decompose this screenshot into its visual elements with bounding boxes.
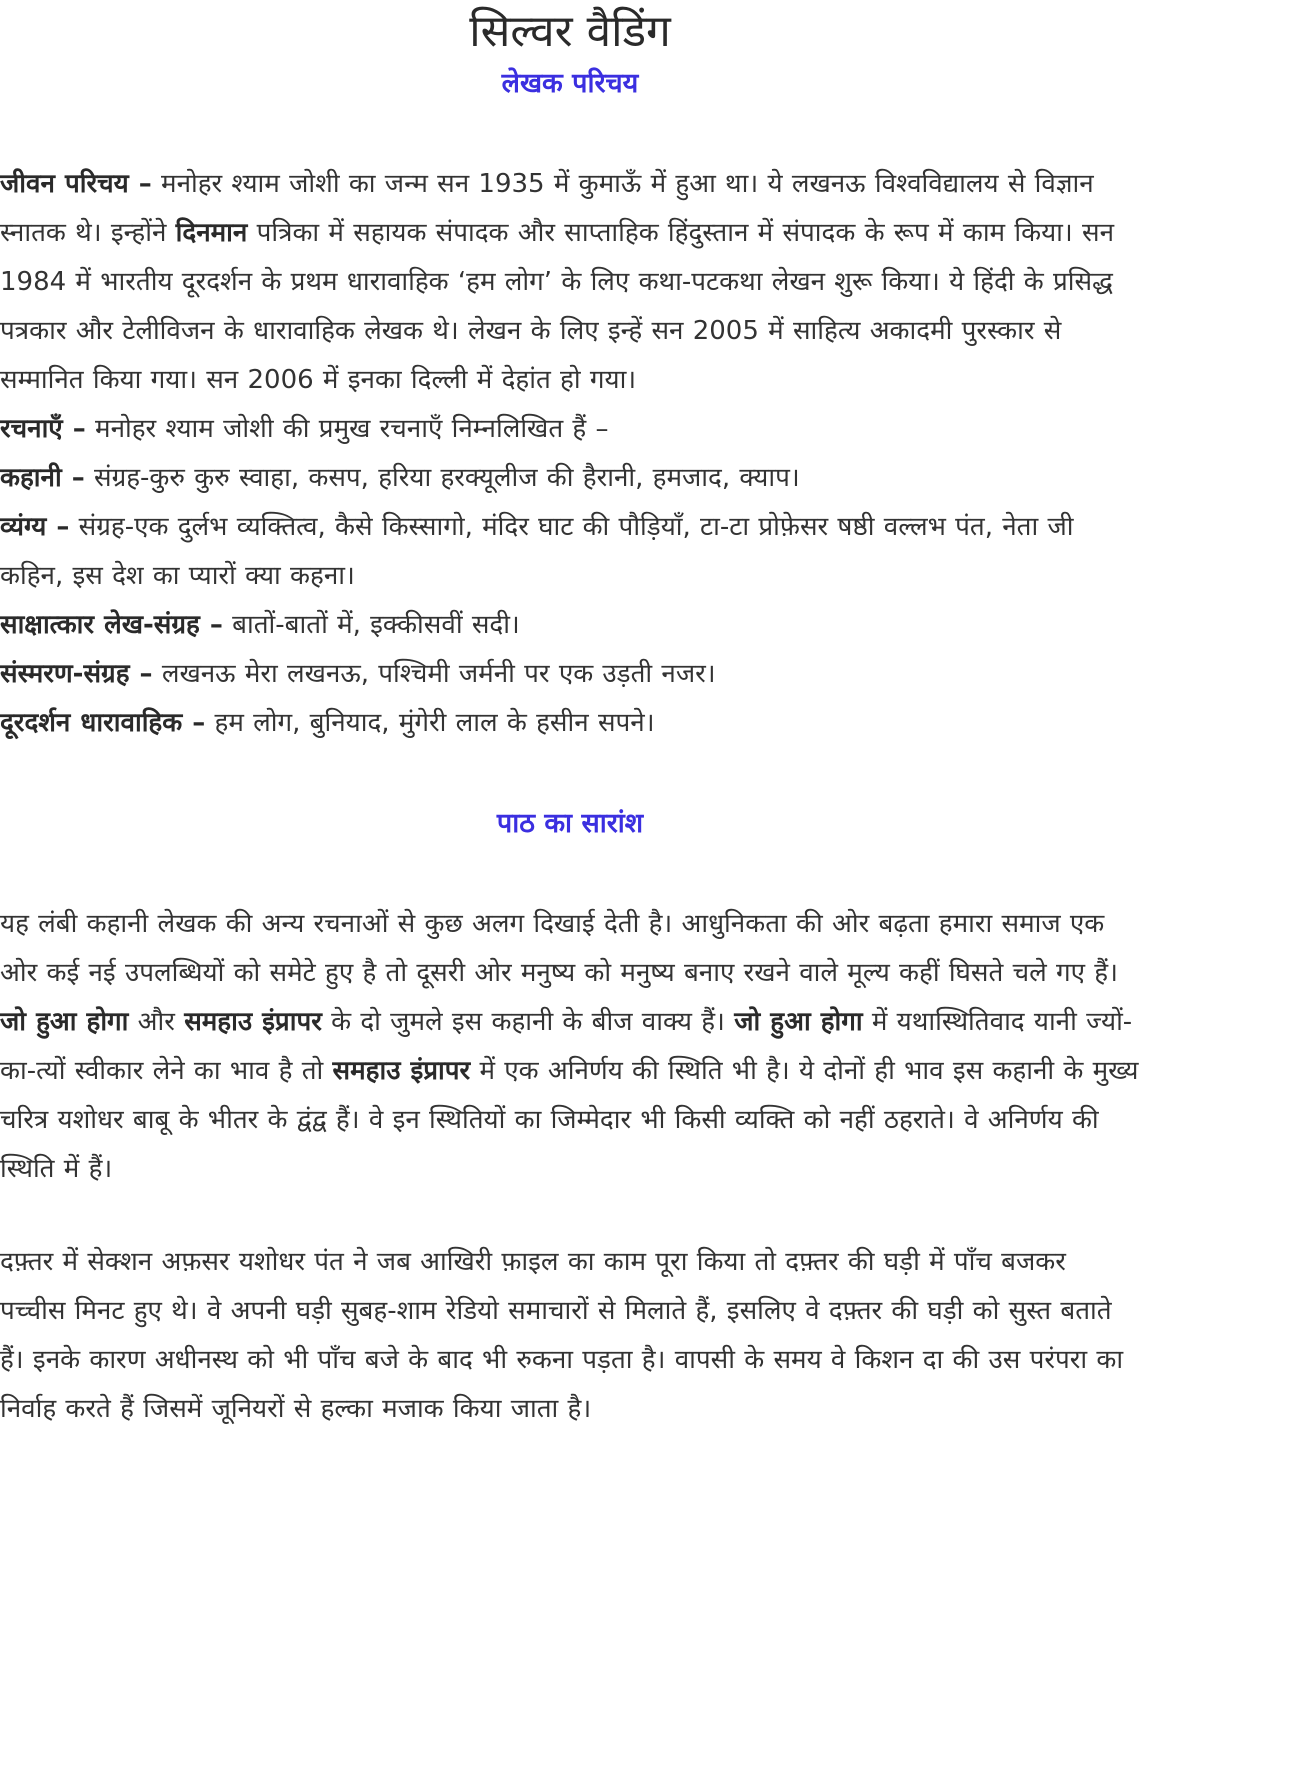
- summary-text: में यथास्थितिवाद यानी ज्यों-का-त्यों स्वीकार लेने का भाव है तो: [0, 1007, 1133, 1086]
- phrase-somehow-improper: समहाउ इंप्रापर: [332, 1056, 471, 1086]
- dinmaan-bold: दिनमान: [175, 218, 248, 248]
- phrase-somehow-improper: समहाउ इंप्रापर: [184, 1007, 322, 1037]
- author-section: [0, 160, 1140, 748]
- page-title: सिल्वर वैडिंग: [469, 6, 671, 57]
- summary-heading: पाठ का सारांश: [496, 808, 644, 839]
- works-item-stories: [0, 454, 1140, 503]
- works-item-text: लखनऊ मेरा लखनऊ, पश्चिमी जर्मनी पर एक उड़ती नजर।: [152, 659, 716, 689]
- summary-paragraph-2: [0, 998, 1140, 1194]
- works-item-text: हम लोग, बुनियाद, मुंगेरी लाल के हसीन सपने।: [205, 708, 655, 738]
- phrase-jo-hua-hoga: जो हुआ होगा: [734, 1007, 863, 1037]
- summary-text: में एक अनिर्णय की स्थिति भी है। ये दोनों ही भाव इस कहानी के मुख्य चरित्र यशोधर बाबू के भीतर के द्वंद्व हैं। वे इन स्थितियों का जिम्मेदार भी किसी व्यक्ति को नहीं ठहराते। वे अनिर्णय की स्थिति में हैं।: [0, 1056, 1139, 1184]
- summary-text: और: [128, 1007, 185, 1037]
- summary-paragraph-3: दफ़्तर में सेक्शन अफ़सर यशोधर पंत ने जब आखिरी फ़ाइल का काम पूरा किया तो दफ़्तर की घड़ी में पाँच बजकर पच्चीस मिनट हुए थे। वे अपनी घड़ी सुबह-शाम रेडियो समाचारों से मिलाते हैं, इसलिए वे दफ़्तर की घड़ी को सुस्त बताते हैं। इनके कारण अधीनस्थ को भी पाँच बजे के बाद भी रुकना पड़ता है। वापसी के समय वे किशन दा की उस परंपरा का निर्वाह करते हैं जिसमें जूनियरों से हल्का मजाक किया जाता है।: [0, 1247, 1124, 1424]
- works-item-label: व्यंग्य –: [0, 512, 70, 542]
- works-item-text: बातों-बातों में, इक्कीसवीं सदी।: [222, 610, 520, 640]
- works-item-label: कहानी –: [0, 463, 85, 493]
- biography-label: जीवन परिचय –: [0, 169, 152, 199]
- works-intro-text: मनोहर श्याम जोशी की प्रमुख रचनाएँ निम्नलिखित हैं –: [85, 414, 609, 444]
- works-item-satire: [0, 503, 1140, 601]
- document-page: [0, 2, 1140, 1434]
- author-intro-heading: लेखक परिचय: [501, 68, 639, 99]
- works-intro-paragraph: [0, 405, 1140, 454]
- works-item-text: संग्रह-कुरु कुरु स्वाहा, कसप, हरिया हरक्यूलीज की हैरानी, हमजाद, क्याप।: [84, 463, 800, 493]
- summary-section: [0, 900, 1140, 1434]
- summary-text: के दो जुमले इस कहानी के बीज वाक्य हैं।: [321, 1007, 735, 1037]
- works-item-memoirs: [0, 650, 1140, 699]
- works-item-text: संग्रह-एक दुर्लभ व्यक्तित्व, कैसे किस्सागो, मंदिर घाट की पौड़ियाँ, टा-टा प्रोफ़ेसर षष्ठी वल्लभ पंत, नेता जी कहिन, इस देश का प्यारों क्या कहना।: [0, 512, 1074, 591]
- works-item-label: दूरदर्शन धारावाहिक –: [0, 708, 206, 738]
- works-item-label: साक्षात्कार लेख-संग्रह –: [0, 610, 223, 640]
- biography-text-cont: पत्रिका में सहायक संपादक और साप्ताहिक हिंदुस्तान में संपादक के रूप में काम किया। सन 1984 में भारतीय दूरदर्शन के प्रथम धारावाहिक ‘हम लोग’ के लिए कथा-पटकथा लेखन शुरू किया। ये हिंदी के प्रसिद्ध पत्रकार और टेलीविजन के धारावाहिक लेखक थे। लेखन के लिए इन्हें सन 2005 में साहित्य अकादमी पुरस्कार से सम्मानित किया गया। सन 2006 में इनका दिल्ली में देहांत हो गया।: [0, 218, 1115, 395]
- works-label: रचनाएँ –: [0, 414, 86, 444]
- biography-text: मनोहर श्याम जोशी का जन्म सन 1935 में कुमाऊँ में हुआ था। ये लखनऊ विश्वविद्यालय से विज्ञान स्नातक थे। इन्होंने: [0, 169, 1094, 248]
- phrase-jo-hua-hoga: जो हुआ होगा: [0, 1007, 129, 1037]
- works-item-tv-serials: [0, 699, 1140, 748]
- works-item-label: संस्मरण-संग्रह –: [0, 659, 153, 689]
- summary-paragraph-1: यह लंबी कहानी लेखक की अन्य रचनाओं से कुछ अलग दिखाई देती है। आधुनिकता की ओर बढ़ता हमारा समाज एक ओर कई नई उपलब्धियों को समेटे हुए है तो दूसरी ओर मनुष्य को मनुष्य बनाए रखने वाले मूल्य कहीं घिसते चले गए हैं।: [0, 909, 1118, 988]
- works-item-interviews: [0, 601, 1140, 650]
- biography-paragraph: [0, 160, 1140, 405]
